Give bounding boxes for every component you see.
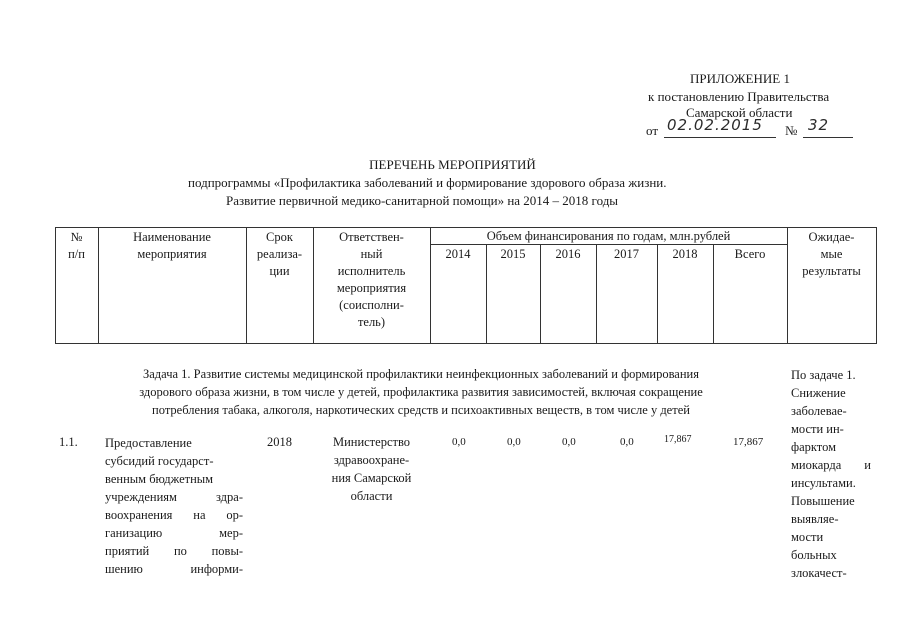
- results-line: выявляе-: [791, 512, 839, 526]
- header-year-2016: 2016: [555, 247, 581, 261]
- results-line: больных: [791, 548, 837, 562]
- task-line: потребления табака, алкоголя, наркотических средств и психоактивных веществ, в том числе у детей: [152, 403, 690, 417]
- results-line: мости: [791, 530, 824, 544]
- header-funding: Объем финансирования по годам, млн.рублей: [486, 229, 731, 243]
- task-line: Задача 1. Развитие системы медицинской профилактики неинфекционных заболеваний и формирования: [143, 367, 699, 381]
- header-results-1: Ожидае-: [808, 230, 855, 244]
- row-name-line: субсидий государст-: [105, 454, 214, 468]
- document-subtitle-2: Развитие первичной медико-санитарной помощи» на 2014 – 2018 годы: [226, 193, 619, 208]
- row-value-2018: 17,867: [664, 434, 692, 445]
- row-value-total: 17,867: [733, 436, 764, 448]
- row-value-2016: 0,0: [562, 436, 576, 448]
- row-name-cell: [105, 434, 243, 578]
- number-underline: [803, 137, 853, 138]
- header-bottom-border: [55, 343, 877, 344]
- row-name-line: венным бюджетным: [105, 472, 214, 486]
- row-name-line: шению информи-: [105, 562, 243, 576]
- row-name-line: учреждениям здра-: [105, 490, 243, 504]
- header-resp-2: ный: [360, 247, 383, 261]
- header-resp-5: (соисполни-: [339, 298, 404, 312]
- header-name-2: мероприятия: [137, 247, 207, 261]
- results-line: миокарда и: [791, 458, 871, 472]
- row-value-2015: 0,0: [507, 436, 521, 448]
- header-resp-1: Ответствен-: [339, 230, 404, 244]
- appendix-number-label: №: [785, 123, 798, 138]
- results-cell: [791, 366, 871, 582]
- row-resp-2: здравоохране-: [333, 453, 410, 467]
- header-term-2: реализа-: [256, 247, 303, 261]
- header-num-1: №: [70, 230, 83, 244]
- results-line: фарктом: [791, 440, 837, 454]
- document-title: ПЕРЕЧЕНЬ МЕРОПРИЯТИЙ: [369, 157, 536, 172]
- row-value-2014: 0,0: [452, 436, 466, 448]
- header-name-1: Наименование: [133, 230, 211, 244]
- row-name-line: Предоставление: [105, 436, 192, 450]
- row-resp-3: ния Самарской: [331, 471, 412, 485]
- header-resp-3: исполнитель: [337, 264, 406, 278]
- header-resp-6: тель): [357, 315, 386, 329]
- row-resp-4: области: [350, 489, 393, 503]
- header-term-3: ции: [269, 264, 290, 278]
- document-subtitle-1: подпрограммы «Профилактика заболеваний и формирование здорового образа жизни.: [188, 175, 667, 190]
- row-name-line: ганизацию мер-: [105, 526, 243, 540]
- appendix-line-1: к постановлению Правительства: [648, 89, 830, 104]
- appendix-line-2: Самарской области: [686, 105, 793, 120]
- row-term: 2018: [267, 435, 292, 449]
- results-line: По задаче 1.: [791, 368, 856, 382]
- col-border: [876, 227, 877, 344]
- appendix-from-label: от: [646, 123, 659, 138]
- header-year-2014: 2014: [445, 247, 471, 261]
- results-line: инсультами.: [791, 476, 856, 490]
- row-name-line: приятий по повы-: [105, 544, 243, 558]
- results-line: заболевае-: [791, 404, 847, 418]
- row-name-line: воохранения на ор-: [105, 508, 243, 522]
- results-line: Повышение: [791, 494, 855, 508]
- appendix-date: 02.02.2015: [667, 116, 763, 134]
- task-line: здорового образа жизни, в том числе у детей, профилактика развития зависимостей, включая сокращение: [139, 385, 703, 399]
- header-term-1: Срок: [266, 230, 293, 244]
- appendix-number: 32: [808, 116, 830, 134]
- appendix-title: ПРИЛОЖЕНИЕ 1: [690, 71, 790, 86]
- results-line: злокачест-: [791, 566, 847, 580]
- row-resp-1: Министерство: [332, 435, 411, 449]
- header-results-3: результаты: [802, 264, 861, 278]
- header-resp-4: мероприятия: [336, 281, 407, 295]
- header-year-2017: 2017: [614, 247, 639, 261]
- header-results-2: мые: [820, 247, 843, 261]
- results-line: Снижение: [791, 386, 846, 400]
- header-year-total: Всего: [734, 247, 766, 261]
- date-underline: [664, 137, 776, 138]
- header-year-2015: 2015: [500, 247, 526, 261]
- row-number: 1.1.: [59, 435, 78, 449]
- results-line: мости ин-: [791, 422, 844, 436]
- row-value-2017: 0,0: [620, 436, 634, 448]
- header-year-2018: 2018: [672, 247, 698, 261]
- header-num-2: п/п: [68, 247, 85, 261]
